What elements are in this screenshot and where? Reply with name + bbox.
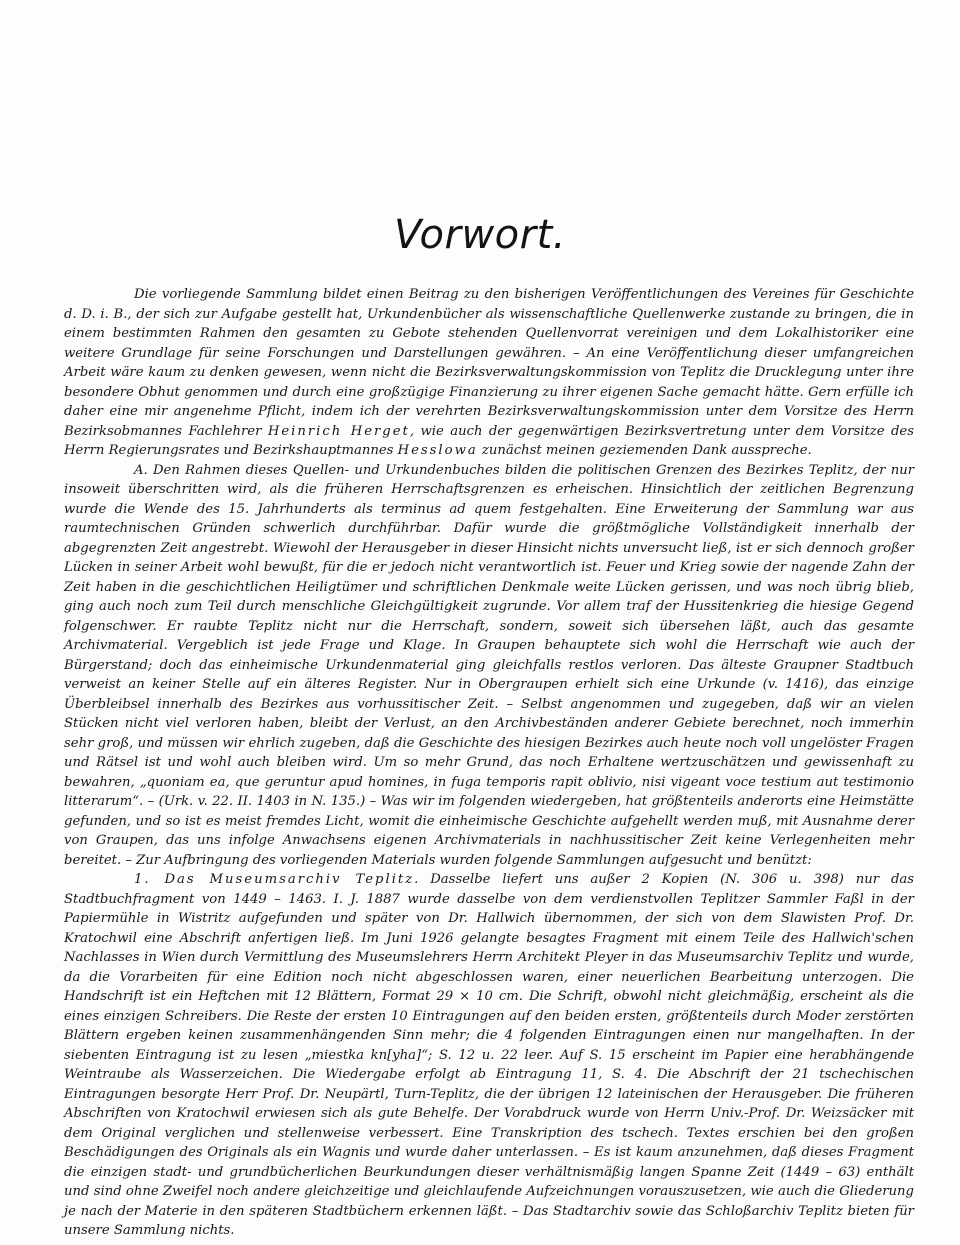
text-segment: A. Den Rahmen dieses Quellen- und Urkundenbuches bilden die politischen Grenzen des Bezirkes Teplitz, der nur insoweit überschritten wird, als die früheren Herrschaftsgrenzen es erheischen. Hinsichtlich der zeitlichen Begrenzung wurde die Wende des 15. Jahrhunderts als terminus ad quem festgehalten. Eine Erweiterung der Sammlung war aus raumtechnischen Gründen schwerlich durchführbar. Dafür wurde die größtmögliche Vollständigkeit innerhalb der abgegrenzten Zeit angestrebt. Wiewohl der Herausgeber in dieser Hinsicht nichts unversucht ließ, ist er sich dennoch großer Lücken in seiner Arbeit wohl bewußt, für die er jedoch nicht verantwortlich ist. Feuer und Krieg sowie der nagende Zahn der Zeit haben in die geschichtlichen Heiligtümer und schriftlichen Denkmale weite Lücken gerissen, und was noch übrig blieb, ging auch noch zum Teil durch menschliche Gleichgültigkeit zugrunde. Vor allem traf der Hussitenkrieg die hiesige Gegend folgenschwer. Er raubte Teplitz nicht nur die Herrschaft, sondern, soweit sich übersehen läßt, auch das gesamte Archivmaterial. Vergeblich ist jede Frage und Klage. In Graupen behauptete sich wohl die Herrschaft wie auch der Bürgerstand; doch das einheimische Urkundenmaterial ging gleichfalls restlos verloren. Das älteste Graupner Stadtbuch verweist an keiner Stelle auf ein älteres Register. Nur in Obergraupen erhielt sich eine Urkunde (v. 1416), das einzige Überbleibsel innerhalb des Bezirkes aus vorhussitischer Zeit. – Selbst angenommen und zugegeben, daß wir an vielen Stücken nicht viel verloren haben, bleibt der Verlust, an den Archivbeständen anderer Gebiete berechnet, noch immerhin sehr groß, und müssen wir ehrlich zugeben, daß die Geschichte des hiesigen Bezirkes auch heute noch voll ungelöster Fragen und Rätsel ist und wohl auch bleiben wird. Um so mehr Grund, das noch Erhaltene wertzuschätzen und gewissenhaft zu bewahren, „quoniam ea, que geruntur apud homines, in fuga temporis rapit oblivio, nisi vigeant voce testium aut testimonio litterarum“. – (Urk. v. 22. II. 1403 in N. 135.) – Was wir im folgenden wiedergeben, hat größtenteils anderorts eine Heimstätte gefunden, und so ist es meist fremdes Licht, womit die einheimische Geschichte aufgehellt werden muß, mit Ausnahme derer von Graupen, das uns infolge Anwachsens eigenen Archivmaterials in nachhussitischer Zeit keine Verlegenheiten mehr bereitet. – Zur Aufbringung des vorliegenden Materials wurden folgende Sammlungen aufgesucht und benützt:: [64, 462, 914, 868]
spaced-name: Hesslowa: [397, 443, 478, 458]
spaced-name: Heinrich Herget: [267, 423, 410, 439]
paragraph: [64, 461, 914, 871]
text-segment: Die vorliegende Sammlung bildet einen Beitrag zu den bisherigen Veröffentlichungen des Vereines für Geschichte d. D. i. B., der sich zur Aufgabe gestellt hat, Urkundenbücher als wissenschaftliche Quellenwerke zustande zu bringen, die in einem bestimmten Rahmen den gesamten zu Gebote stehenden Quellenvorrat vereinigen und dem Lokalhistoriker eine weitere Grundlage für seine Forschungen und Darstellungen gewähren. – An eine Veröffentlichung dieser umfangreichen Arbeit wäre kaum zu denken gewesen, wenn nicht die Bezirksverwaltungskommission von Teplitz die Drucklegung unter ihre besondere Obhut genommen und durch eine großzügige Finanzierung zu ihrer eigenen Sache gemacht hätte. Gern erfülle ich daher eine mir angenehme Pflicht, indem ich der verehrten Bezirksverwaltungskommission unter dem Vorsitze des Herrn Bezirksobmannes Fachlehrer: [64, 287, 914, 439]
paragraph: [64, 285, 914, 461]
paragraph: [64, 870, 914, 1241]
foreword-body: [64, 285, 914, 1241]
page-title: Vorwort.: [394, 212, 566, 258]
text-segment: zunächst meinen geziemenden Dank ausspreche.: [477, 443, 812, 458]
spaced-name: 1. Das Museumsarchiv Teplitz: [134, 872, 415, 887]
text-segment: . Dasselbe liefert uns außer 2 Kopien (N. 306 u. 398) nur das Stadtbuchfragment von 1449 – 1463. I. J. 1887 wurde dasselbe von dem verdienstvollen Teplitzer Sammler Faßl in der Papiermühle in Wistritz aufgefunden und später von Dr. Hallwich übernommen, der sich von dem Slawisten Prof. Dr. Kratochwil eine Abschrift anfertigen ließ. Im Juni 1926 gelangte besagtes Fragment mit einem Teile des Hallwich'schen Nachlasses in Wien durch Vermittlung des Museumslehrers Herrn Architekt Pleyer in das Museumsarchiv Teplitz und wurde, da die Vorarbeiten für eine Edition noch nicht abgeschlossen waren, einer neuerlichen Bearbeitung unterzogen. Die Handschrift ist ein Heftchen mit 12 Blättern, Format 29 × 10 cm. Die Schrift, obwohl nicht gleichmäßig, erscheint als die eines einzigen Schreibers. Die Reste der ersten 10 Eintragungen auf den beiden ersten, größtenteils durch Moder zerstörten Blättern ergeben keinen zusammenhängenden Sinn mehr; die 4 folgenden Eintragungen einen nur mangelhaften. In der siebenten Eintragung ist zu lesen „miestka kn[yha]“; S. 12 u. 22 leer. Auf S. 15 erscheint im Papier eine herabhängende Weintraube als Wasserzeichen. Die Wiedergabe erfolgt ab Eintragung 11, S. 4. Die Abschrift der 21 tschechischen Eintragungen besorgte Herr Prof. Dr. Neupärtl, Turn-Teplitz, die der übrigen 12 lateinischen der Herausgeber. Die früheren Abschriften von Kratochwil erwiesen sich als gute Behelfe. Der Vorabdruck wurde von Herrn Univ.-Prof. Dr. Weizsäcker mit dem Original verglichen und stellenweise verbessert. Eine Transkription des tschech. Textes erschien bei den großen Beschädigungen des Originals als ein Wagnis und wurde daher unterlassen. – Es ist kaum anzunehmen, daß dieses Fragment die einzigen stadt- und grundbücherlichen Beurkundungen dieser verhältnismäßig langen Spanne Zeit (1449 – 63) enthält und sind ohne Zweifel noch andere gleichzeitige und gleichlaufende Aufzeichnungen vorauszusetzen, wie auch die Gliederung je nach der Materie in den späteren Stadtbüchern erkennen läßt. – Das Stadtarchiv sowie das Schloßarchiv Teplitz bieten für unsere Sammlung nichts.: [64, 872, 915, 1238]
text-segment: , wie auch der gegenwärtigen Bezirksvertretung unter dem Vorsitze des Herrn Regierungsrates und Bezirkshauptmannes: [64, 423, 914, 458]
